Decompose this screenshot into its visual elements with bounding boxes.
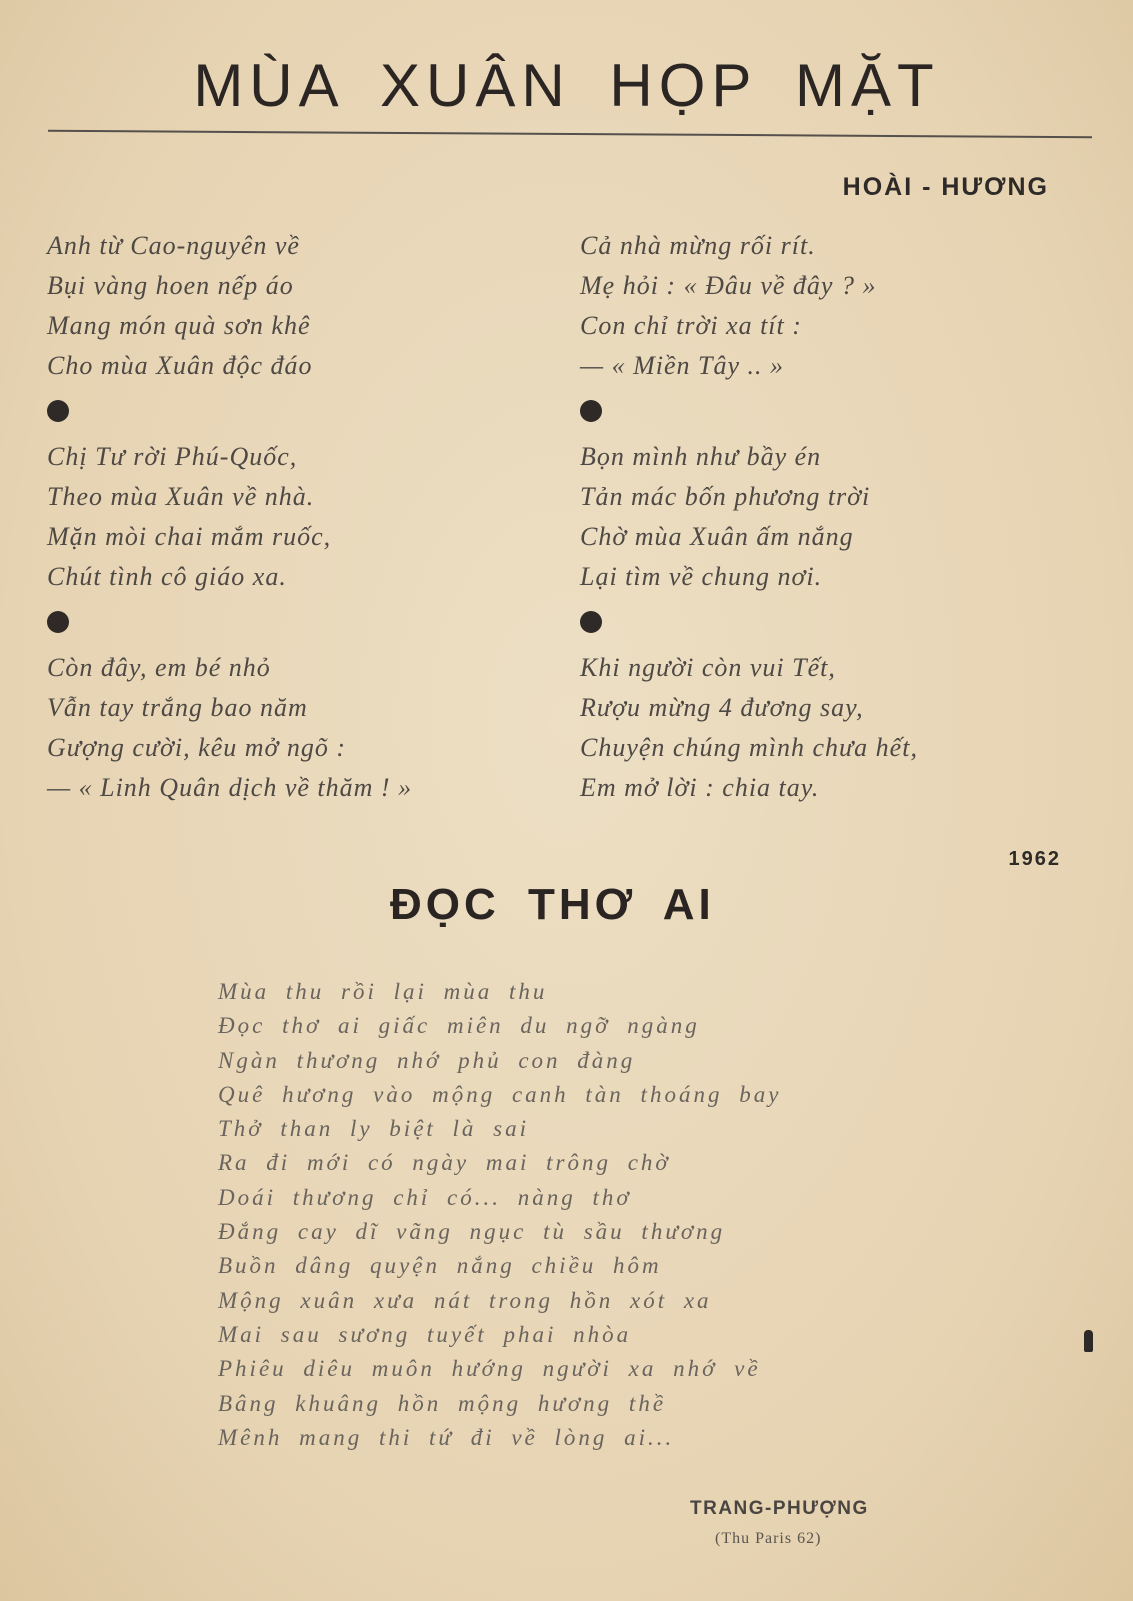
title-rule bbox=[48, 130, 1092, 138]
verse-line: Mai sau sương tuyết phai nhòa bbox=[218, 1321, 632, 1347]
verse-line: Phiêu diêu muôn hướng người xa nhớ về bbox=[218, 1356, 761, 1382]
verse-line: Buồn dâng quyện nắng chiều hôm bbox=[218, 1253, 662, 1279]
verse-line: Mẹ hỏi : « Đâu về đây ? » bbox=[580, 271, 877, 300]
poem1-author: HOÀI - HƯƠNG bbox=[842, 173, 1049, 201]
verse-line: Ngàn thương nhớ phủ con đàng bbox=[218, 1047, 636, 1073]
verse-line: Quê hương vào mộng canh tàn thoáng bay bbox=[218, 1081, 782, 1107]
verse-line: Còn đây, em bé nhỏ bbox=[47, 653, 271, 682]
verse-line: Doái thương chỉ có... nàng thơ bbox=[218, 1184, 632, 1210]
verse-line: Mùa thu rồi lại mùa thu bbox=[218, 979, 548, 1004]
poem1-left-column bbox=[47, 226, 412, 808]
verse-line: Gượng cười, kêu mở ngõ : bbox=[47, 733, 347, 762]
verse-line: Chờ mùa Xuân ấm nắng bbox=[580, 522, 854, 551]
stanza bbox=[47, 648, 412, 808]
stanza-bullet-icon bbox=[580, 611, 602, 633]
poem2-author: TRANG-PHƯỢNG bbox=[690, 1498, 869, 1519]
verse-line: Cho mùa Xuân độc đáo bbox=[47, 351, 313, 380]
verse-line: Con chỉ trời xa tít : bbox=[580, 311, 802, 340]
verse-line: Mang món quà sơn khê bbox=[47, 311, 311, 340]
verse-line: Khi người còn vui Tết, bbox=[580, 653, 836, 682]
verse-line: Đọc thơ ai giấc miên du ngỡ ngàng bbox=[218, 1013, 700, 1039]
verse-line: Bâng khuâng hồn mộng hương thề bbox=[218, 1390, 667, 1416]
stanza bbox=[580, 226, 918, 386]
verse-line: — « Linh Quân dịch về thăm ! » bbox=[47, 773, 413, 802]
verse-line: Theo mùa Xuân về nhà. bbox=[47, 482, 315, 511]
poem2-body bbox=[218, 975, 781, 1455]
stanza-bullet-icon bbox=[47, 611, 69, 633]
verse-line: Anh từ Cao-nguyên về bbox=[47, 231, 300, 260]
verse-line: — « Miền Tây .. » bbox=[580, 351, 785, 380]
verse-line: Chút tình cô giáo xa. bbox=[47, 562, 287, 591]
poem2-note: (Thu Paris 62) bbox=[715, 1530, 822, 1547]
verse-line: Chị Tư rời Phú-Quốc, bbox=[47, 442, 298, 471]
stanza-bullet-icon bbox=[580, 400, 602, 422]
poem1-title: MÙA XUÂN HỌP MẶT bbox=[193, 52, 940, 119]
verse-line: Bụi vàng hoen nếp áo bbox=[47, 271, 294, 300]
poem1-right-column bbox=[580, 226, 918, 808]
verse-line: Bọn mình như bầy én bbox=[580, 442, 822, 471]
stanza-bullet-icon bbox=[47, 400, 69, 422]
verse-line: Thở than ly biệt là sai bbox=[218, 1116, 530, 1142]
verse-line: Đắng cay dĩ vãng ngục tù sầu thương bbox=[218, 1219, 726, 1245]
verse-line: Tản mác bốn phương trời bbox=[580, 482, 871, 511]
stanza bbox=[580, 437, 918, 597]
verse-line: Mênh mang thi tứ đi về lòng ai... bbox=[218, 1424, 675, 1450]
stanza bbox=[580, 648, 918, 808]
ink-speck bbox=[1084, 1330, 1093, 1352]
verse-line: Em mở lời : chia tay. bbox=[580, 773, 820, 802]
verse-line: Ra đi mới có ngày mai trông chờ bbox=[218, 1150, 671, 1176]
verse-line: Mộng xuân xưa nát trong hồn xót xa bbox=[218, 1287, 712, 1313]
stanza bbox=[47, 226, 412, 386]
poem2-title: ĐỌC THƠ AI bbox=[390, 880, 715, 929]
verse-line: Rượu mừng 4 đương say, bbox=[580, 693, 864, 722]
verse-line: Cả nhà mừng rối rít. bbox=[580, 231, 816, 260]
verse-line: Lại tìm về chung nơi. bbox=[580, 562, 823, 591]
verse-line: Mặn mòi chai mắm ruốc, bbox=[47, 522, 332, 551]
verse-line: Chuyện chúng mình chưa hết, bbox=[580, 733, 918, 762]
poem1-year: 1962 bbox=[1008, 848, 1061, 870]
stanza bbox=[47, 437, 412, 597]
verse-line: Vẫn tay trắng bao năm bbox=[47, 693, 308, 722]
